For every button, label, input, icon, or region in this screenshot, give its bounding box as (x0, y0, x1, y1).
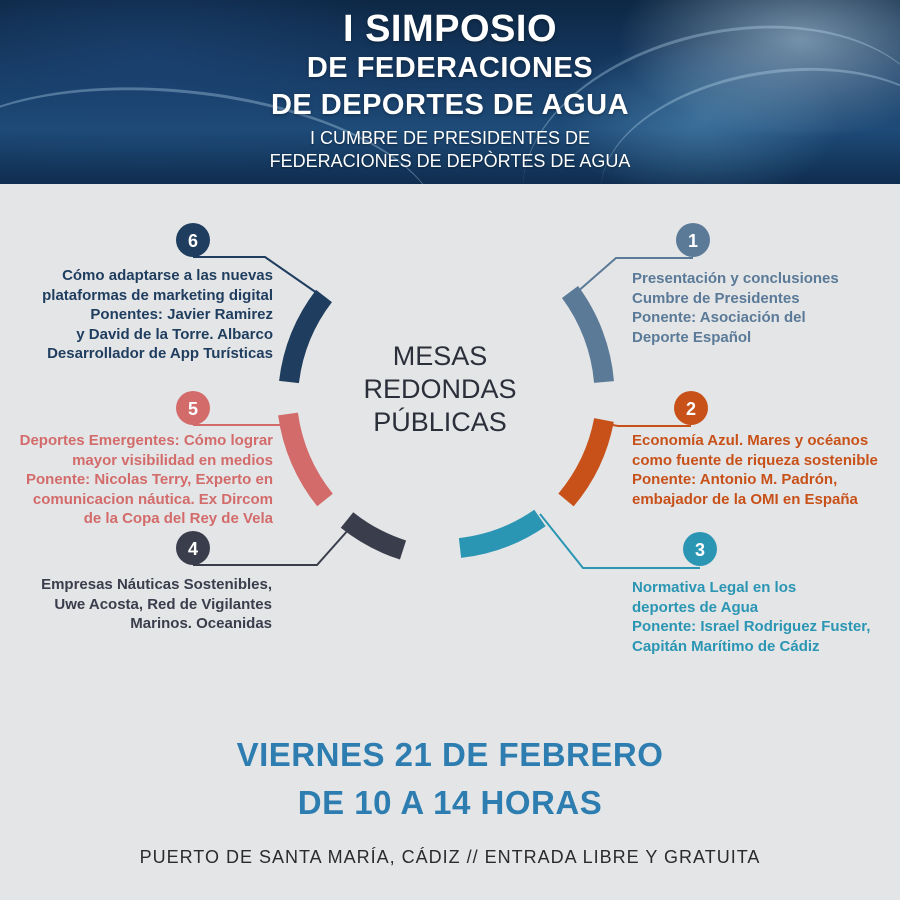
item-4-line-2: Uwe Acosta, Red de Vigilantes (54, 595, 272, 613)
event-time: DE 10 A 14 HORAS (297, 784, 603, 821)
item-3-line-4: Capitán Marítimo de Cádiz (632, 637, 820, 655)
item-5-line-4: comunicacion náutica. Ex Dircom (32, 490, 273, 508)
center-title (340, 340, 540, 439)
item-5-line-1: Deportes Emergentes: Cómo lograr (19, 432, 273, 449)
badge-number-4: 4 (187, 539, 199, 559)
arc-segment-4 (347, 520, 403, 550)
arc-segment-5 (288, 414, 325, 500)
item-4-text (41, 575, 272, 634)
arc-segment-3 (460, 518, 540, 548)
badge-number-3: 3 (694, 540, 706, 560)
item-1-line-1: Presentación y conclusiones (632, 270, 839, 287)
badge-number-6: 6 (187, 231, 199, 251)
item-4-line-3: Marinos. Oceanidas (130, 615, 272, 632)
title-line-1: I SIMPOSIO (342, 8, 558, 50)
item-2-line-2: como fuente de riqueza sostenible (632, 451, 878, 469)
item-6-line-4: y David de la Torre. Albarco (76, 325, 273, 343)
item-1-line-2: Cumbre de Presidentes (632, 289, 800, 307)
item-5-line-3: Ponente: Nicolas Terry, Experto en (25, 471, 273, 488)
center-title-line-2: REDONDAS (363, 374, 517, 404)
item-6-line-5: Desarrollador de App Turísticas (47, 345, 273, 362)
title-line-3: DE DEPORTES DE AGUA (270, 89, 630, 121)
subtitle-line-1: I CUMBRE DE PRESIDENTES DE (309, 128, 591, 148)
item-2-text (632, 431, 878, 509)
center-title-line-3: PÚBLICAS (373, 407, 507, 437)
event-date: VIERNES 21 DE FEBRERO (236, 736, 664, 773)
badge-number-5: 5 (187, 399, 199, 419)
item-3-line-2: deportes de Agua (632, 598, 759, 616)
item-1-line-3: Ponente: Asociación del (632, 309, 806, 326)
item-2-line-3: Ponente: Antonio M. Padrón, (632, 471, 838, 488)
item-2-line-1: Economía Azul. Mares y océanos (632, 432, 869, 449)
subtitle-line-2: FEDERACIONES DE DEPÒRTES DE AGUA (269, 151, 631, 171)
item-3-line-3: Ponente: Israel Rodriguez Fuster, (632, 618, 871, 635)
badge-number-2: 2 (685, 399, 697, 419)
item-6-text (42, 266, 273, 364)
arc-segment-2 (566, 420, 604, 500)
item-2-line-4: embajador de la OMI en España (632, 490, 858, 508)
item-5-line-5: de la Copa del Rey de Vela (83, 510, 273, 527)
item-6-line-1: Cómo adaptarse a las nuevas (62, 267, 273, 284)
event-place: PUERTO DE SANTA MARÍA, CÁDIZ // ENTRADA LIBRE Y GRATUITA (139, 847, 761, 867)
item-5-line-2: mayor visibilidad en medios (72, 451, 273, 469)
title-line-2: DE FEDERACIONES (306, 52, 594, 84)
item-3-line-1: Normativa Legal en los (632, 579, 797, 596)
arc-segment-6 (289, 296, 324, 382)
center-title-line-1: MESAS (392, 341, 488, 371)
item-3-text (632, 578, 870, 656)
badge-number-1: 1 (687, 231, 699, 251)
item-4-line-1: Empresas Náuticas Sostenibles, (41, 576, 272, 593)
item-5-text (20, 431, 273, 529)
item-1-text (632, 269, 839, 347)
item-1-line-4: Deporte Español (632, 328, 752, 346)
item-6-line-2: plataformas de marketing digital (42, 286, 273, 304)
arc-segment-1 (570, 292, 604, 382)
connector-line-3 (540, 514, 700, 568)
item-6-line-3: Ponentes: Javier Ramirez (90, 306, 273, 323)
